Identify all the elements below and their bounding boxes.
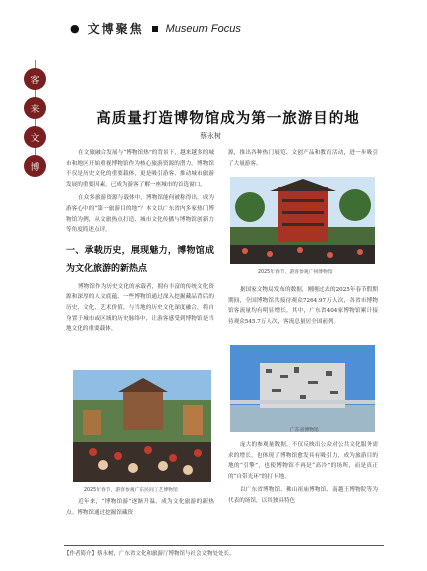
paragraph: 在众多旅游资源与载体中，博物馆能何被称得出，成为游客心中的“第一旅游目的地”？本文以广东省内多家热门博物馆为例，从文旅热点打造、城市文化传播与博物馆创新力等角度简述点评。: [66, 195, 214, 234]
author-bio-footer: 【作者简介】蔡永树，广东省文化和旅游厅博物馆与社会文物处处长。: [64, 545, 384, 557]
right-column-mid: [228, 285, 378, 330]
paragraph: 庞大的参观量数据，不仅反映出公众对公共文化服务需求的增长，也体现了博物馆愈发具有吸引力，成为旅游目的地的“引擎”，也使博物馆不再是“高冷”的场所，而是真正的“自带光环”的打卡地。: [228, 442, 378, 480]
side-label: 文: [24, 126, 46, 148]
section-title-cn: 文博聚焦: [87, 22, 144, 36]
paragraph: 据国家文物局发布的数据，刚刚过去的2025年春节假期期间，全国博物馆共接待观众7264.97万人次，各省市博物馆客流量均有明显增长。其中，广东省404家博物馆累计接待观众545.7万人次，客流总量居全国前列。: [228, 287, 378, 325]
bullet-dot-icon: ●: [70, 22, 80, 35]
section-header: [70, 20, 241, 37]
paragraph: 近年来，“博物馆游”逐渐升温，成为文化旅游的新热点。博物馆通过挖掘馆藏资: [66, 499, 214, 516]
left-column: [66, 148, 214, 338]
side-label: 来: [24, 97, 46, 119]
paragraph: 博物馆作为历史文化的承载者，拥有丰富的传统文化资源和深厚的人文底蕴，一些博物馆通过深入挖掘藏品背后的历史、文化、艺术价值，与当地的历史文化深度融合，将自身置于城市或区域的历史脉络中，让游客感受到博物馆是当地文化的重要载体。: [66, 283, 214, 333]
photo-caption: 2025年春节，游客参观广州博物馆: [258, 270, 333, 275]
article-author: 蔡永树: [200, 132, 221, 140]
right-column-top: [228, 148, 378, 172]
section-title-en: Museum Focus: [165, 22, 241, 35]
paragraph: 以广东省博物馆、佛山祖庙博物馆、南越王博物院等为代表的场馆，以其独具特色: [228, 487, 378, 504]
photo-guangzhou-museum: [230, 177, 375, 264]
photo-guangdong-museum: [230, 345, 375, 432]
tower-photo-illustration: [230, 177, 375, 264]
crowd-photo-illustration: [73, 370, 211, 482]
photo-caption: 广东省博物馆: [290, 428, 319, 433]
paragraph: 源，推出各种热门展览、文创产品和教育活动，进一步吸引了大量游客。: [228, 150, 378, 167]
side-label: 客: [24, 68, 46, 90]
side-label: 博: [24, 155, 46, 177]
right-column-bottom: [228, 440, 378, 510]
paragraph: 在文旅融合发展与“博物馆热”的背景下，越来越多的城市和地区开始重视博物馆作为核心旅游资源的潜力。博物馆不仅是历史文化的重要载体，更是吸引游客、推动城市旅游发展的重要因素，已成为游客了解一座城市的首选窗口。: [66, 150, 214, 188]
photo-caption: 2025年春节，游客参观广东民间工艺博物馆: [84, 488, 178, 493]
museum-building-illustration: [230, 345, 375, 432]
left-column-bottom: [66, 497, 214, 521]
section-heading: 一、承载历史，展现魅力，博物馆成为文化旅游的新热点: [66, 245, 214, 274]
photo-folk-crafts-museum: [73, 370, 211, 482]
article-title: 高质量打造博物馆成为第一旅游目的地: [96, 111, 360, 127]
square-bullet-icon: [152, 26, 158, 32]
